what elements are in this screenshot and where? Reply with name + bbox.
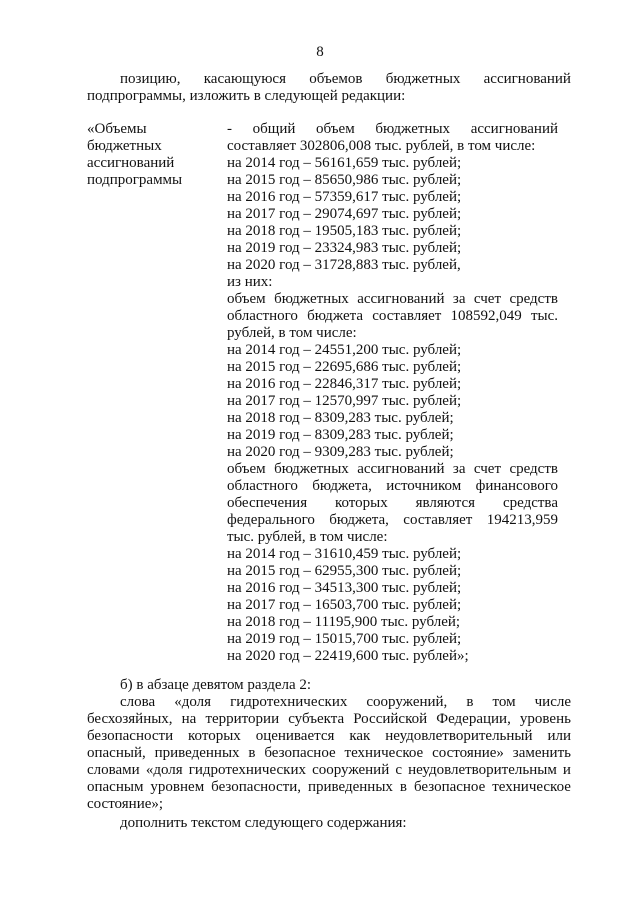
section-b-line-1 — [87, 694, 571, 711]
year-line: на 2019 год – 8309,283 тыс. рублей; — [227, 427, 454, 443]
word: неудовлетворительный — [385, 728, 533, 744]
section-b-line-7: состояние»; — [87, 796, 164, 812]
word: тыс. — [530, 308, 558, 324]
word: опасным — [87, 779, 144, 795]
word: - — [227, 121, 232, 137]
word: бюджета — [307, 308, 364, 324]
word: составляет — [372, 308, 442, 324]
year-line: на 2015 год – 22695,686 тыс. рублей; — [227, 359, 462, 375]
word: слова — [120, 694, 156, 710]
total-line-1 — [227, 121, 558, 138]
year-line: на 2014 год – 31610,459 тыс. рублей; — [227, 546, 462, 562]
word: объем — [316, 121, 355, 137]
word: федерального — [227, 512, 315, 528]
word: или — [547, 728, 571, 744]
year-line: на 2017 год – 29074,697 тыс. рублей; — [227, 206, 462, 222]
table-right-column — [227, 121, 558, 665]
word: бюджетных — [274, 461, 349, 477]
word: ассигнований — [483, 71, 571, 87]
page-number: 8 — [316, 44, 324, 60]
section-b-line-2 — [87, 711, 571, 728]
word: которых — [334, 495, 388, 511]
word: являются — [415, 495, 476, 511]
word: Федерации, — [436, 711, 511, 727]
word: финансового — [475, 478, 558, 494]
left-label-line: бюджетных — [87, 138, 162, 154]
word: субъекта — [288, 711, 345, 727]
regional-years-list — [227, 342, 558, 461]
intro-line-1 — [87, 71, 571, 88]
section-b-closing: дополнить текстом следующего содержания: — [120, 815, 407, 831]
word: «доля — [174, 694, 212, 710]
word: областного — [227, 478, 298, 494]
word: безопасное — [413, 779, 486, 795]
left-label-line: подпрограммы — [87, 172, 183, 188]
word: счет — [473, 461, 502, 477]
year-line: на 2016 год – 57359,617 тыс. рублей; — [227, 189, 462, 205]
intro-paragraph — [87, 71, 571, 105]
federal-line-2 — [227, 478, 558, 495]
word: за — [452, 461, 466, 477]
word: с — [395, 762, 402, 778]
word: сооружений — [312, 762, 390, 778]
word: общий — [252, 121, 296, 137]
year-line: на 2018 год – 11195,900 тыс. рублей; — [227, 614, 461, 630]
word: источником — [386, 478, 462, 494]
intro-line-2: подпрограммы, изложить в следующей редакции: — [87, 88, 406, 104]
word: за — [452, 291, 466, 307]
section-b-line-4 — [87, 745, 571, 762]
word: состояние» — [432, 745, 504, 761]
federal-years-list — [227, 546, 558, 665]
regional-line-2 — [227, 308, 558, 325]
year-line: на 2018 год – 8309,283 тыс. рублей; — [227, 410, 454, 426]
left-label-line: «Объемы — [87, 121, 147, 137]
word: том — [492, 694, 516, 710]
regional-line-1 — [227, 291, 558, 308]
year-line: на 2018 год – 19505,183 тыс. рублей; — [227, 223, 462, 239]
word: которых — [188, 728, 241, 744]
word: в — [466, 694, 474, 710]
section-b-line-6 — [87, 779, 571, 796]
word: безопасности, — [211, 779, 302, 795]
year-line: на 2015 год – 62955,300 тыс. рублей; — [227, 563, 462, 579]
of-them-label: из них: — [227, 274, 273, 290]
year-line: на 2019 год – 15015,700 тыс. рублей; — [227, 631, 462, 647]
word: бюджетных — [385, 71, 461, 87]
word: словами — [87, 762, 140, 778]
word: гидротехнических — [188, 762, 306, 778]
section-b-heading: б) в абзаце девятом раздела 2: — [120, 677, 312, 693]
word: гидротехнических — [230, 694, 348, 710]
word: ассигнований — [470, 121, 558, 137]
word: средства — [502, 495, 558, 511]
word: ассигнований — [357, 291, 445, 307]
word: бюджетных — [274, 291, 349, 307]
year-line: на 2020 год – 22419,600 тыс. рублей»; — [227, 648, 469, 664]
word: «доля — [145, 762, 183, 778]
word: в — [248, 745, 256, 761]
year-line: на 2014 год – 56161,659 тыс. рублей; — [227, 155, 462, 171]
word: и — [562, 762, 571, 778]
word: сооружений, — [366, 694, 448, 710]
year-line: на 2017 год – 16503,700 тыс. рублей; — [227, 597, 462, 613]
word: ассигнований — [357, 461, 445, 477]
word: касающуюся — [203, 71, 286, 87]
regional-line-3: рублей, в том числе: — [227, 325, 357, 341]
year-line: на 2015 год – 85650,986 тыс. рублей; — [227, 172, 462, 188]
word: как — [349, 728, 371, 744]
year-line: на 2017 год – 12570,997 тыс. рублей; — [227, 393, 462, 409]
word: территории — [205, 711, 280, 727]
table-left-column — [87, 121, 217, 189]
word: счет — [473, 291, 502, 307]
word: заменить — [512, 745, 571, 761]
word: безопасности — [87, 728, 174, 744]
year-line: на 2020 год – 9309,283 тыс. рублей; — [227, 444, 454, 460]
word: 194213,959 — [486, 512, 558, 528]
word: объем — [227, 461, 266, 477]
word: на — [181, 711, 197, 727]
year-line: на 2016 год – 22846,317 тыс. рублей; — [227, 376, 462, 392]
word: 108592,049 — [450, 308, 522, 324]
word: числе — [534, 694, 571, 710]
word: неудовлетворительным — [408, 762, 557, 778]
word: средств — [509, 291, 558, 307]
word: объем — [227, 291, 266, 307]
word: техническое — [344, 745, 424, 761]
total-years-list — [227, 155, 558, 274]
year-line: на 2020 год – 31728,883 тыс. рублей, — [227, 257, 461, 273]
federal-line-1 — [227, 461, 558, 478]
federal-line-3 — [227, 495, 558, 512]
word: в — [399, 779, 407, 795]
word: позицию, — [120, 71, 181, 87]
word: техническое — [492, 779, 571, 795]
word: бесхозяйных, — [87, 711, 173, 727]
word: объемов — [309, 71, 363, 87]
section-b — [87, 677, 571, 832]
word: составляет — [403, 512, 473, 528]
section-b-line-5 — [87, 762, 571, 779]
word: приведенных — [307, 779, 393, 795]
word: приведенных — [154, 745, 240, 761]
year-line: на 2014 год – 24551,200 тыс. рублей; — [227, 342, 462, 358]
word: Российской — [353, 711, 428, 727]
year-line: на 2016 год – 34513,300 тыс. рублей; — [227, 580, 462, 596]
word: средств — [509, 461, 558, 477]
word: областного — [227, 308, 298, 324]
federal-line-5: тыс. рублей, в том числе: — [227, 529, 388, 545]
federal-line-4 — [227, 512, 558, 529]
word: бюджета, — [312, 478, 372, 494]
word: безопасное — [264, 745, 336, 761]
word: бюджета, — [329, 512, 389, 528]
word: обеспечения — [227, 495, 308, 511]
word: опасный, — [87, 745, 146, 761]
word: оценивается — [255, 728, 335, 744]
word: уровнем — [150, 779, 205, 795]
word: уровень — [519, 711, 571, 727]
year-line: на 2019 год – 23324,983 тыс. рублей; — [227, 240, 462, 256]
word: бюджетных — [375, 121, 451, 137]
left-label-line: ассигнований — [87, 155, 175, 171]
total-line-2: составляет 302806,008 тыс. рублей, в том числе: — [227, 138, 536, 154]
section-b-line-3 — [87, 728, 571, 745]
